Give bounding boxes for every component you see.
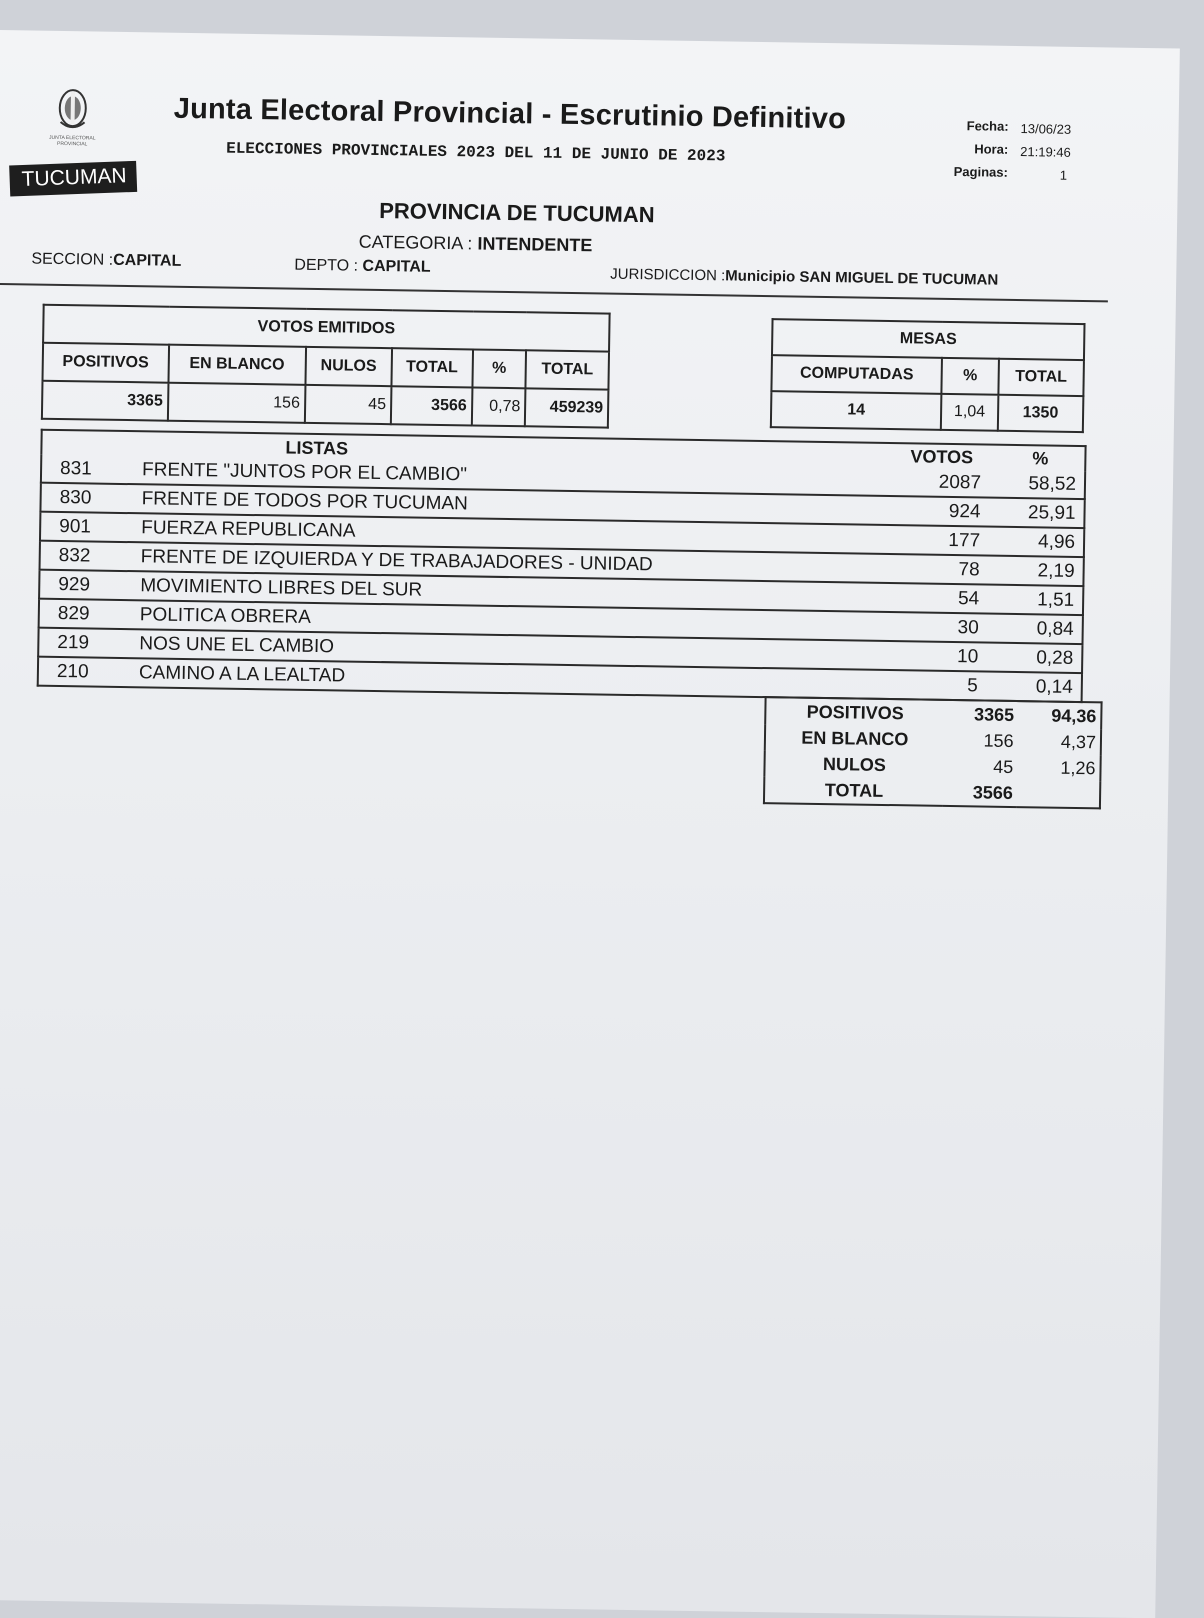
depto-value: CAPITAL: [362, 257, 431, 276]
lista-votos: 10: [956, 646, 979, 668]
value-nulos: 45: [305, 385, 392, 424]
depto: [294, 257, 431, 277]
lista-votos: 54: [957, 588, 980, 610]
mesas-table: [770, 318, 1086, 433]
lista-name: FUERZA REPUBLICANA: [141, 517, 356, 542]
summary-table: [763, 696, 1103, 809]
pct-header-label: %: [1032, 448, 1049, 469]
header-pct: %: [472, 349, 526, 388]
summary-row: [764, 776, 1100, 808]
lista-votos: 5: [967, 675, 978, 697]
header-positivos: POSITIVOS: [42, 343, 168, 383]
lista-pct: 0,28: [1036, 647, 1074, 669]
lista-votos: 924: [948, 500, 981, 523]
jurisdiccion-value: Municipio SAN MIGUEL DE TUCUMAN: [725, 267, 999, 289]
votos-emitidos-table: [41, 304, 611, 429]
value-computadas: 14: [771, 391, 942, 430]
lista-votos: 30: [957, 617, 979, 639]
lista-number: 929: [58, 573, 91, 596]
lista-pct: 58,52: [1028, 473, 1077, 495]
summary-votos: 156: [983, 730, 1014, 751]
value-en-blanco: 156: [167, 383, 305, 423]
tucuman-badge: TUCUMAN: [9, 161, 137, 197]
lista-pct: 0,14: [1035, 676, 1073, 698]
hora-value: 21:19:46: [1020, 144, 1071, 160]
lista-name: POLITICA OBRERA: [139, 604, 312, 628]
lista-pct: 0,84: [1036, 618, 1074, 640]
lista-votos: 2087: [938, 471, 982, 494]
categoria-label: CATEGORIA :: [358, 231, 473, 254]
page-title: Junta Electoral Provincial - Escrutinio Definitivo: [173, 92, 847, 136]
lista-name: FRENTE DE TODOS POR TUCUMAN: [141, 488, 468, 515]
lista-name: MOVIMIENTO LIBRES DEL SUR: [140, 575, 423, 601]
header-mesas-pct: %: [942, 358, 999, 395]
summary-votos: 3365: [973, 703, 1015, 725]
value-pct: 0,78: [471, 387, 525, 426]
summary-pct: 4,37: [1060, 731, 1097, 752]
province-title: PROVINCIA DE TUCUMAN: [379, 197, 655, 228]
header-mesas-total: TOTAL: [998, 359, 1084, 396]
lista-pct: 1,51: [1037, 589, 1075, 611]
header-total-electores: TOTAL: [526, 350, 609, 389]
jurisdiccion: [610, 266, 998, 289]
jurisdiccion-label: JURISDICCION :: [610, 265, 726, 285]
summary-votos: 45: [993, 756, 1014, 777]
lista-number: 829: [57, 602, 90, 625]
document-sheet: [0, 30, 1180, 1618]
votos-emitidos-title: VOTOS EMITIDOS: [43, 305, 610, 352]
lista-name: FRENTE "JUNTOS POR EL CAMBIO": [141, 459, 468, 486]
seccion-label: SECCION :: [31, 250, 114, 269]
seccion-value: CAPITAL: [113, 251, 182, 270]
summary-label: TOTAL: [824, 779, 884, 801]
value-total: 3566: [391, 386, 472, 425]
mesas-title: MESAS: [772, 319, 1085, 360]
lista-votos: 177: [948, 529, 981, 552]
lista-number: 831: [59, 457, 92, 480]
categoria: [359, 232, 593, 257]
header-total: TOTAL: [391, 348, 472, 387]
coat-of-arms-icon: [54, 86, 91, 133]
lista-votos: 78: [958, 559, 980, 581]
value-positivos: 3365: [42, 381, 168, 421]
page-subtitle: ELECCIONES PROVINCIALES 2023 DEL 11 DE JUNIO DE 2023: [226, 139, 726, 166]
value-mesas-pct: 1,04: [941, 394, 998, 431]
summary-votos: 3566: [972, 781, 1014, 803]
categoria-value: INTENDENTE: [477, 233, 593, 256]
paginas-value: 1: [1059, 167, 1068, 183]
lista-number: 219: [57, 631, 90, 654]
lista-pct: 25,91: [1027, 502, 1076, 524]
logo-caption: JUNTA ELECTORAL PROVINCIAL: [49, 134, 96, 148]
lista-name: FRENTE DE IZQUIERDA Y DE TRABAJADORES - UNIDAD: [140, 546, 653, 576]
header-nulos: NULOS: [305, 347, 392, 386]
header-en-blanco: EN BLANCO: [168, 345, 306, 385]
summary-label: NULOS: [822, 753, 887, 775]
summary-pct: [1017, 780, 1101, 808]
summary-label: EN BLANCO: [801, 727, 909, 749]
seccion: [31, 251, 181, 271]
value-mesas-total: 1350: [998, 395, 1084, 432]
lista-name: CAMINO A LA LEALTAD: [138, 662, 346, 687]
lista-pct: 2,19: [1037, 560, 1075, 582]
lista-name: NOS UNE EL CAMBIO: [139, 633, 335, 658]
votos-header-label: VOTOS: [910, 446, 974, 468]
header-computadas: COMPUTADAS: [771, 355, 942, 394]
hora-label: Hora:: [974, 141, 1009, 157]
paginas-label: Paginas:: [953, 163, 1009, 180]
lista-number: 830: [59, 486, 92, 509]
summary-pct: 94,36: [1051, 705, 1097, 726]
value-total-electores: 459239: [525, 388, 608, 427]
listas-header-label: LISTAS: [285, 437, 349, 459]
summary-pct: 1,26: [1060, 757, 1096, 778]
lista-pct: 4,96: [1037, 531, 1076, 553]
depto-label: DEPTO :: [294, 256, 359, 275]
fecha-value: 13/06/23: [1020, 121, 1072, 137]
lista-number: 210: [56, 660, 89, 683]
summary-label: POSITIVOS: [806, 701, 904, 723]
lista-number: 901: [59, 515, 92, 538]
lista-number: 832: [58, 544, 91, 567]
fecha-label: Fecha:: [966, 118, 1009, 134]
